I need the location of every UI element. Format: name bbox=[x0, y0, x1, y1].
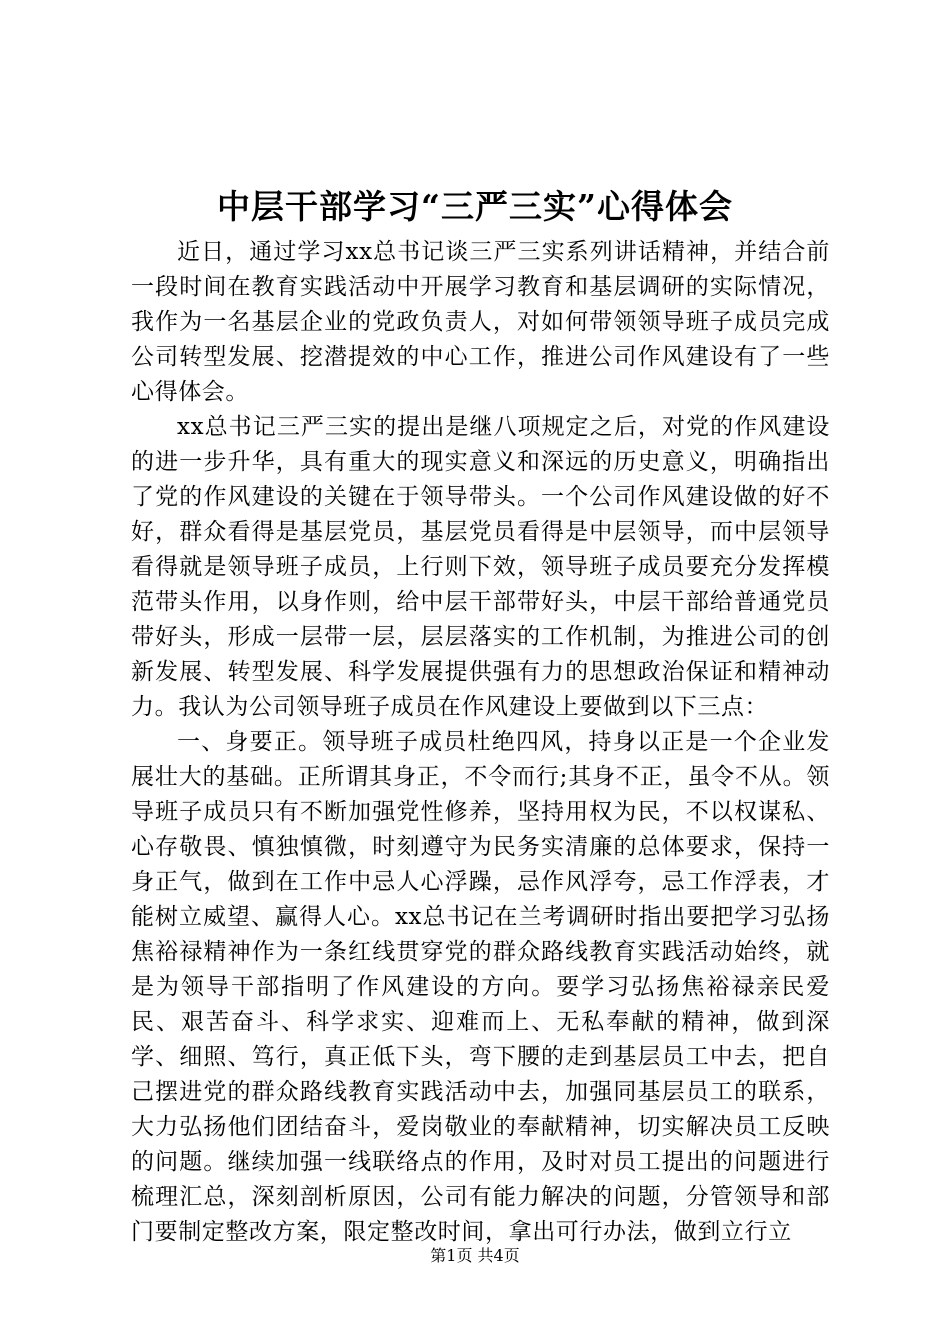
document-title: 中层干部学习“三严三实”心得体会 bbox=[217, 187, 733, 226]
paragraph-intro: 近日，通过学习xx总书记谈三严三实系列讲话精神，并结合前一段时间在教育实践活动中开展学习教育和基层调研的实际情况，我作为一名基层企业的党政负责人，对如何带领领导班子成员完成公司转型发展、挖潜提效的中心工作，推进公司作风建设有了一些心得体会。 bbox=[131, 239, 830, 405]
paragraph-point-one: 一、身要正。领导班子成员杜绝四风，持身以正是一个企业发展壮大的基础。正所谓其身正，不令而行;其身不正，虽令不从。领导班子成员只有不断加强党性修养，坚持用权为民，不以权谋私、心存敬畏、慎独慎微，时刻遵守为民务实清廉的总体要求，保持一身正气，做到在工作中忌人心浮躁，忌作风浮夸，忌工作浮表，才能树立威望、赢得人心。xx总书记在兰考调研时指出要把学习弘扬焦裕禄精神作为一条红线贯穿党的群众路线教育实践活动始终，就是为领导干部指明了作风建设的方向。要学习弘扬焦裕禄亲民爱民、艰苦奋斗、科学求实、迎难而上、无私奉献的精神，做到深学、细照、笃行，真正低下头，弯下腰的走到基层员工中去，把自己摆进党的群众路线教育实践活动中去，加强同基层员工的联系，大力弘扬他们团结奋斗，爱岗敬业的奉献精神，切实解决员工反映的问题。继续加强一线联络点的作用，及时对员工提出的问题进行梳理汇总，深刻剖析原因，公司有能力解决的问题，分管领导和部门要制定整改方案，限定整改时间，拿出可行办法，做到立行立 bbox=[131, 729, 830, 1245]
paragraph-background: xx总书记三严三实的提出是继八项规定之后，对党的作风建设的进一步升华，具有重大的现实意义和深远的历史意义，明确指出了党的作风建设的关键在于领导带头。一个公司作风建设做的好不好，群众看得是基层党员，基层党员看得是中层领导，而中层领导看得就是领导班子成员，上行则下效，领导班子成员要充分发挥模范带头作用，以身作则，给中层干部带好头，中层干部给普通党员带好头，形成一层带一层，层层落实的工作机制，为推进公司的创新发展、转型发展、科学发展提供强有力的思想政治保证和精神动力。我认为公司领导班子成员在作风建设上要做到以下三点： bbox=[131, 414, 830, 720]
document-body bbox=[131, 235, 830, 1250]
page-number-footer: 第1页 共4页 bbox=[430, 1246, 520, 1265]
